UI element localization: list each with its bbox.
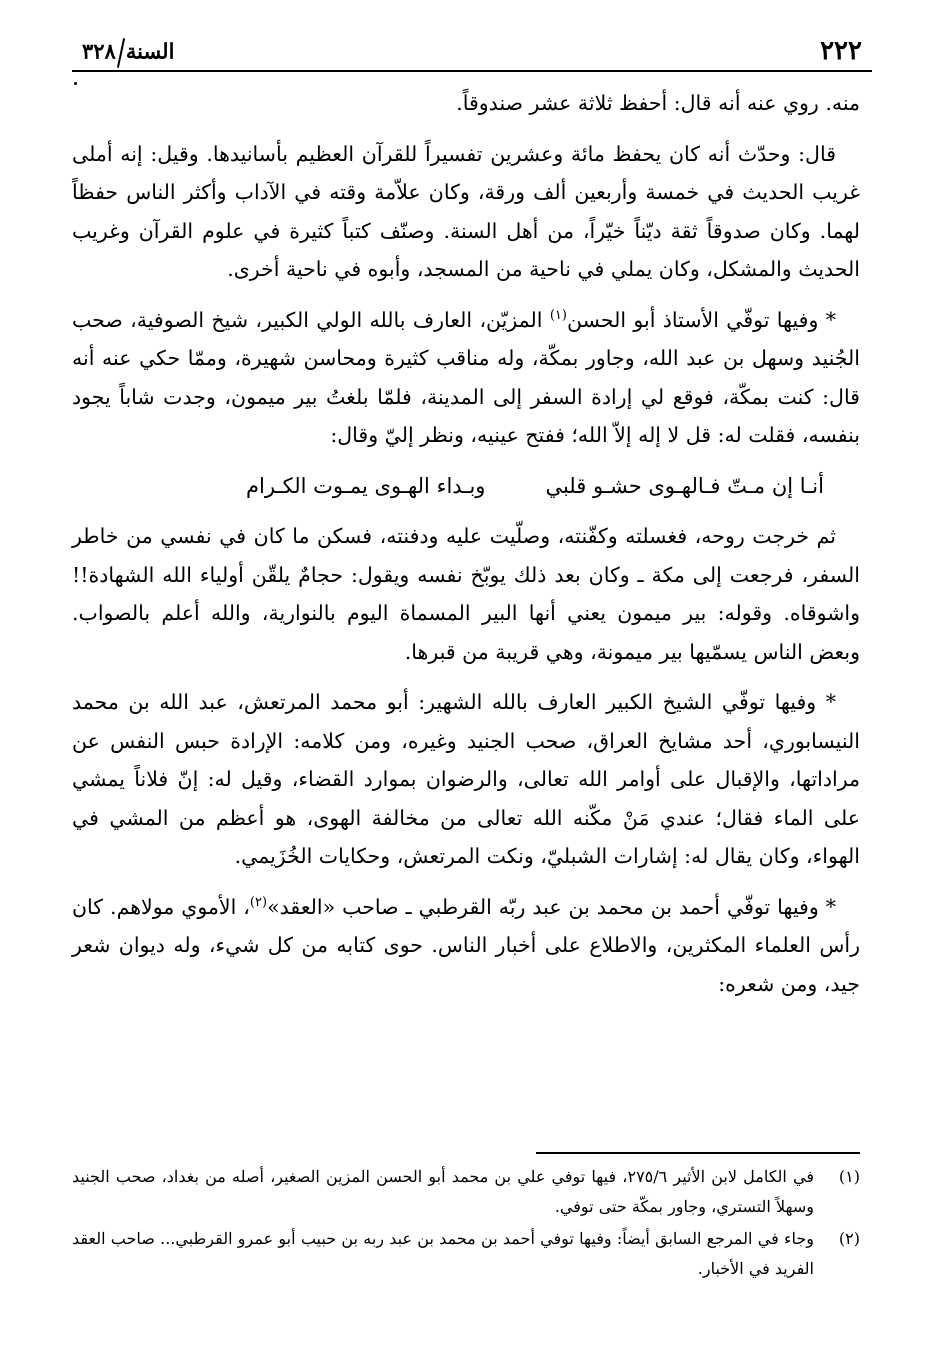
- paragraph-4: ثم خرجت روحه، فغسلته وكفّنته، وصلّيت عليه ودفنته، فسكن ما كان في نفسي من خاطر السفر، فرجعت إلى مكة ـ وكان بعد ذلك يوبّخ نفسه ويقول: حجامٌ يلقّن أولياء الله الشهادة!! واشوقاه. وقوله: بير ميمون يعني أنها البير المسماة اليوم بالنوارية، والله أعلم بالصواب. وبعض الناس يسمّيها بير ميمونة، وهي قريبة من قبرها.: [72, 524, 860, 664]
- running-head: [72, 36, 872, 68]
- main-text: [72, 84, 860, 1015]
- year-label: [82, 38, 174, 68]
- footnote-2: [72, 1224, 860, 1284]
- verse-first-hemistich: أنـا إن مـتّ فـالهـوى حشـو قلبي: [545, 473, 824, 498]
- footnotes: [72, 1162, 860, 1286]
- paragraph-6: [72, 888, 860, 1004]
- paragraph-2: قال: وحدّث أنه كان يحفظ مائة وعشرين تفسيراً للقرآن العظيم بأسانيدها. وقيل: إنه أملى غريب الحديث في خمسة وأربعين ألف ورقة، وكان علاّمة وقته في الآداب وأكثر الناس حفظاً لهما. وكان صدوقاً ثقة ديّناً خيّراً، من أهل السنة. وصنّف كتباً كثيرة في علوم القرآن وغريب الحديث والمشكل، وكان يملي في ناحية من المسجد، وأبوه في ناحية أخرى.: [72, 141, 860, 281]
- paragraph-6-rest: ، الأموي مولاهم. كان رأس العلماء المكثرين، والاطلاع على أخبار الناس. حوى كتابه من كل شيء، وله ديوان شعر جيد، ومن شعره:: [72, 894, 860, 996]
- paragraph-3: [72, 301, 860, 455]
- footnote-1: [72, 1162, 860, 1222]
- footnote-ref-1: (١): [549, 307, 567, 323]
- footnote-rule: [536, 1152, 860, 1154]
- paragraph-1: منه. روي عنه أنه قال: أحفظ ثلاثة عشر صندوقاً.: [456, 91, 860, 115]
- paragraph-3-rest: المزيّن، العارف بالله الولي الكبير، شيخ الصوفية، صحب الجُنيد وسهل بن عبد الله، وجاور بمكّة، وله مناقب كثيرة ومحاسن شهيرة، وممّا حكي عنه أنه قال: كنت بمكّة، فوقع لي إرادة السفر إلى المدينة، فلمّا بلغتُ بير ميمون، وجدت شاباً يجود بنفسه، فقلت له: قل لا إله إلاّ الله؛ ففتح عينيه، ونظر إليّ وقال:: [72, 307, 860, 447]
- footnote-text: وجاء في المرجع السابق أيضاً: وفيها توفي أحمد بن محمد بن عبد ربه بن حبيب أبو عمرو القرطبي... صاحب العقد الفريد في الأخبار.: [72, 1229, 814, 1278]
- paragraph-5: * وفيها توفّي الشيخ الكبير العارف بالله الشهير: أبو محمد المرتعش، عبد الله بن محمد النيسابوري، أحد مشايخ العراق، صحب الجنيد وغيره، ومن كلامه: الإرادة حبس النفس عن مراداتها، والإقبال على أوامر الله تعالى، والرضوان بموارد القضاء، وقيل له: إنّ فلاناً يمشي على الماء فقال؛ عندي مَنْ مكّنه الله تعالى من مخالفة الهوى، هو أعظم من المشي في الهواء، وكان يقال له: إشارات الشبليّ، ونكت المرتعش، وحكايات الخُزَيمي.: [72, 690, 860, 868]
- header-separator: [117, 38, 125, 68]
- footnote-text: في الكامل لابن الأثير ٢٧٥/٦، فيها توفي علي بن محمد أبو الحسن المزين الصغير، أصله من بغداد، صحب الجنيد وسهلاً التستري، وجاور بمكّة حتى توفي.: [72, 1167, 814, 1216]
- footnote-ref-2: (٢): [249, 894, 268, 910]
- footnote-number: (٢): [838, 1229, 860, 1248]
- year-number: ٣٢٨: [82, 38, 116, 64]
- year-word: السنة: [125, 38, 175, 64]
- page-number: ٢٢٢: [820, 36, 862, 66]
- header-rule: [72, 70, 872, 72]
- verse-second-hemistich: وبـداء الهـوى يمـوت الكـرام: [246, 473, 486, 498]
- footnote-number: (١): [838, 1167, 860, 1186]
- paragraph-3-start: * وفيها توفّي الأستاذ أبو الحسن: [566, 307, 836, 332]
- poem-verse: [72, 467, 860, 506]
- paragraph-6-start: * وفيها توفّي أحمد بن محمد بن عبد ربّه القرطبي ـ صاحب «العقد»: [267, 894, 836, 919]
